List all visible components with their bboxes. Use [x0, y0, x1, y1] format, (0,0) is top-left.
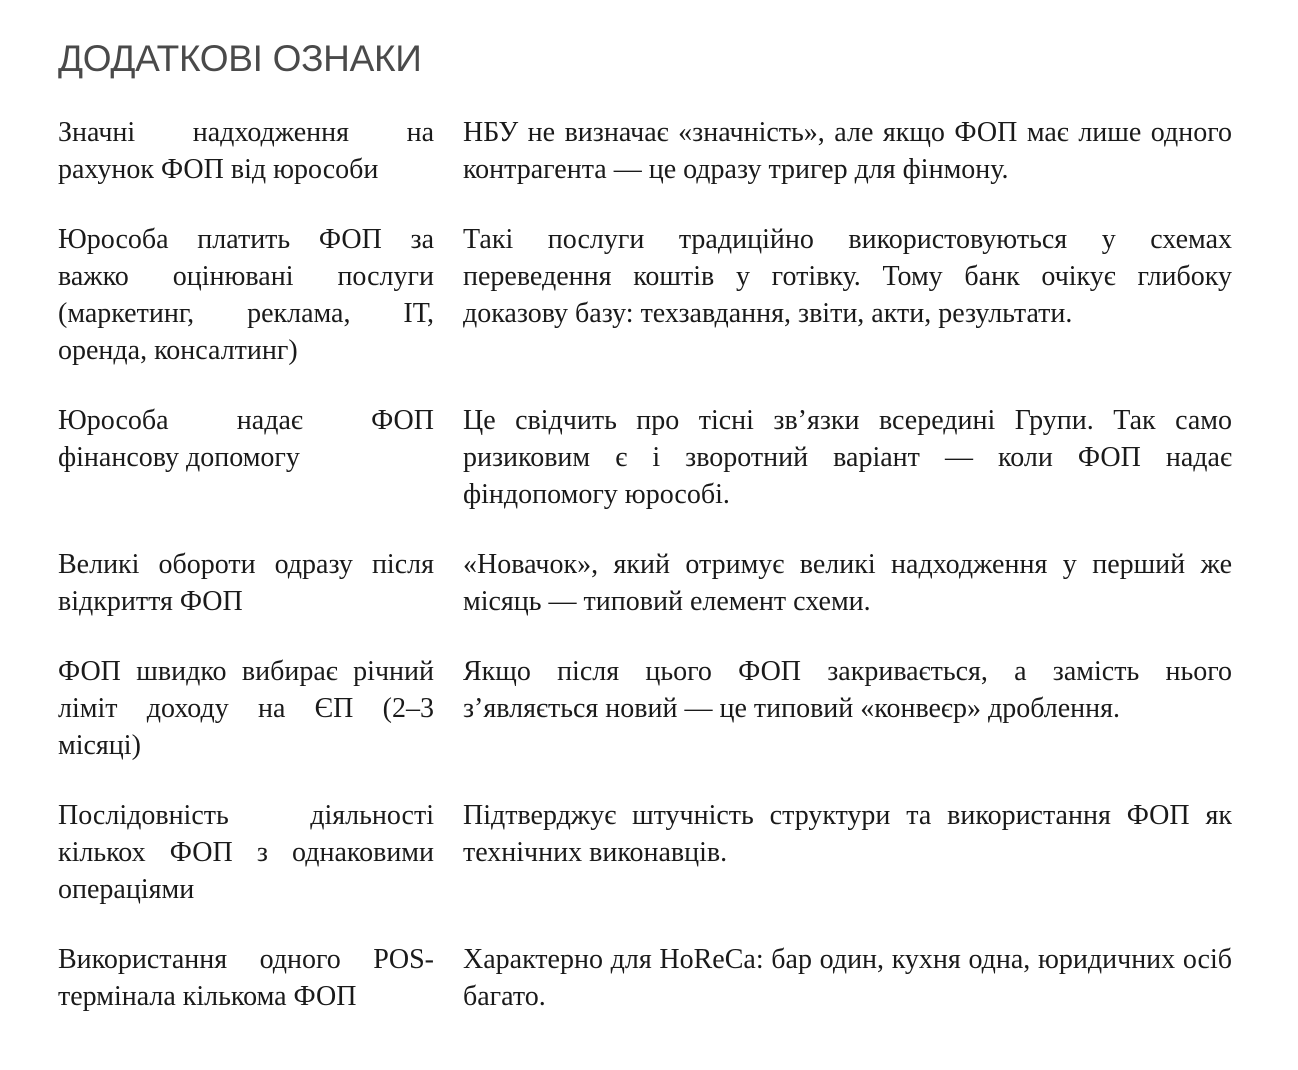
sign-cell: Великі обороти одразу після відкриття ФОП: [58, 549, 434, 617]
sign-cell: Юрособа платить ФОП за важко оцінювані послуги (маркетинг, реклама, ІТ, оренда, консалтинг): [58, 224, 434, 366]
comment-cell: Характерно для HoReCa: бар один, кухня одна, юридичних осіб багато.: [463, 944, 1232, 1012]
table-row: [58, 402, 1232, 546]
sign-cell: Використання одного POS-термінала кількома ФОП: [58, 944, 434, 1012]
comment-cell: Якщо після цього ФОП закривається, а замість нього з’являється новий — це типовий «конвеєр» дроблення.: [463, 656, 1232, 724]
comment-cell: Підтверджує штучність структури та використання ФОП як технічних виконавців.: [463, 800, 1232, 868]
table-row: [58, 546, 1232, 653]
comment-cell: Такі послуги традиційно використовуються у схемах переведення коштів у готівку. Тому банк очікує глибоку доказову базу: техзавдання, звіти, акти, результати.: [463, 224, 1232, 329]
table-row: [58, 114, 1232, 221]
sign-cell: Значні надходження на рахунок ФОП від юрособи: [58, 117, 434, 185]
sign-cell: ФОП швидко вибирає річний ліміт доходу на ЄП (2–3 місяці): [58, 656, 434, 761]
comment-cell: «Новачок», який отримує великі надходження у перший же місяць — типовий елемент схеми.: [463, 549, 1232, 617]
section-heading: ДОДАТКОВІ ОЗНАКИ: [58, 38, 422, 79]
sign-cell: Послідовність діяльності кількох ФОП з однаковими операціями: [58, 800, 434, 905]
comment-cell: Це свідчить про тісні зв’язки всередині Групи. Так само ризиковим є і зворотний варіант — коли ФОП надає фіндопомогу юрособі.: [463, 405, 1232, 510]
table-row: [58, 797, 1232, 941]
table-row: [58, 221, 1232, 402]
table-row: [58, 941, 1232, 1015]
table-row: [58, 653, 1232, 797]
sign-cell: Юрособа надає ФОП фінансову допомогу: [58, 405, 434, 473]
signs-table: [58, 114, 1232, 1015]
comment-cell: НБУ не визначає «значність», але якщо ФОП має лише одного контрагента — це одразу тригер для фінмону.: [463, 117, 1232, 185]
document-page: [58, 34, 1232, 1015]
